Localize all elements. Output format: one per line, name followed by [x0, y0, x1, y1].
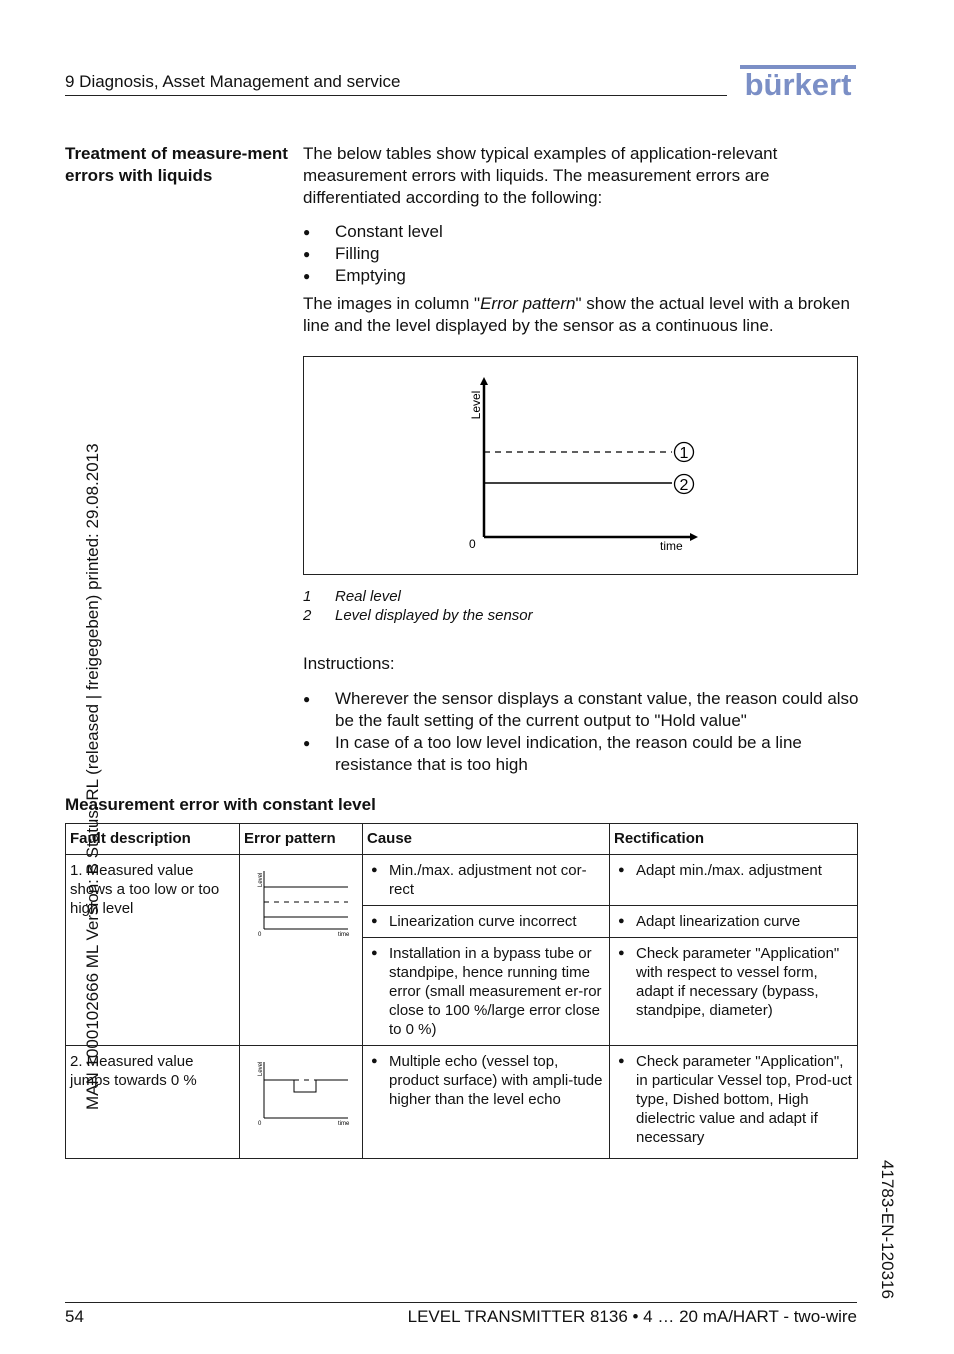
error-table	[65, 823, 858, 1159]
pattern-note: The images in column "Error pattern" show the actual level with a broken line and the level displayed by the sensor as a continuous line.	[303, 294, 850, 335]
error-pattern-1	[244, 861, 359, 941]
fault-cell: 2. Measured value jumps towards 0 %	[66, 1046, 240, 1159]
marker-2-label: 2	[679, 477, 689, 494]
chapter-header: 9 Diagnosis, Asset Management and service	[65, 72, 401, 91]
table-row	[66, 1046, 858, 1159]
print-status-vertical: MAN 1000102666 ML Version: B Status: RL (released | freigegeben) printed: 29.08.2013	[83, 443, 102, 1110]
table-row	[66, 855, 858, 906]
svg-text:0: 0	[258, 1121, 262, 1127]
side-title: Treatment of measure-ment errors with liquids	[65, 144, 288, 185]
origin-label: 0	[469, 537, 476, 551]
cause-cell: ● Multiple echo (vessel top, product surface) with ampli-tude higher than the level echo	[363, 1046, 610, 1159]
pattern-cell	[240, 855, 363, 1046]
category-list	[303, 221, 858, 287]
marker-1-label: 1	[679, 445, 689, 462]
header-rectification: Rectification	[610, 824, 858, 855]
list-item: ● In case of a too low level indication, the reason could be a line resistance that is too high	[303, 732, 863, 776]
x-arrow	[690, 533, 698, 541]
list-item: ● Constant level	[303, 221, 858, 243]
pattern-cell	[240, 1046, 363, 1159]
document-number: 41783-EN-120316	[878, 1160, 897, 1299]
list-item: ● Filling	[303, 243, 858, 265]
section-title: Measurement error with constant level	[65, 795, 376, 814]
cause-cell: ● Linearization curve incorrect	[363, 906, 610, 938]
instructions-label: Instructions:	[303, 654, 395, 673]
page-number: 54	[65, 1307, 84, 1326]
svg-text:time: time	[338, 1121, 350, 1127]
rectification-cell: ● Check parameter "Application" with respect to vessel form, adapt if necessary (bypass, standpipe, diameter)	[610, 938, 858, 1046]
header-cause: Cause	[363, 824, 610, 855]
header-fault: Fault description	[66, 824, 240, 855]
table-header-row	[66, 824, 858, 855]
legend-item-1: 1 Real level	[303, 588, 401, 605]
cause-cell: ● Installation in a bypass tube or standpipe, hence running time error (small measurement er-ror close to 100 %/large error close to 0 %)	[363, 938, 610, 1046]
instructions-list	[303, 688, 863, 776]
y-arrow	[480, 377, 488, 385]
intro-paragraph: The below tables show typical examples of application-relevant measurement errors with liquids. The measurement errors are differentiated according to the following:	[303, 144, 778, 207]
list-item: ● Wherever the sensor displays a constant value, the reason could also be the fault setting of the current output to "Hold value"	[303, 688, 863, 732]
svg-text:0: 0	[258, 932, 262, 938]
header-rule	[65, 95, 727, 96]
product-name: LEVEL TRANSMITTER 8136 • 4 … 20 mA/HART - two-wire	[407, 1307, 857, 1326]
rectification-cell: ● Adapt linearization curve	[610, 906, 858, 938]
logo-text: bürkert	[744, 67, 852, 102]
cause-cell: ● Min./max. adjustment not cor-rect	[363, 855, 610, 906]
legend-item-2: 2 Level displayed by the sensor	[303, 607, 533, 624]
rectification-cell: ● Adapt min./max. adjustment	[610, 855, 858, 906]
error-pattern-2	[244, 1052, 359, 1132]
level-figure	[303, 356, 858, 575]
x-axis-label: time	[660, 539, 683, 553]
list-item: ● Emptying	[303, 265, 858, 287]
fault-cell: 1. Measured value shows a too low or too high level	[66, 855, 240, 1046]
burkert-logo	[738, 62, 858, 102]
header-pattern: Error pattern	[240, 824, 363, 855]
svg-text:Level: Level	[258, 872, 264, 887]
svg-text:time: time	[338, 932, 350, 938]
footer-rule	[65, 1302, 857, 1303]
rectification-cell: ● Check parameter "Application", in particular Vessel top, Prod-uct type, Dished bottom, High dielectric value and adapt if necessary	[610, 1046, 858, 1159]
svg-text:Level: Level	[258, 1061, 264, 1076]
y-axis-label: Level	[469, 390, 483, 420]
